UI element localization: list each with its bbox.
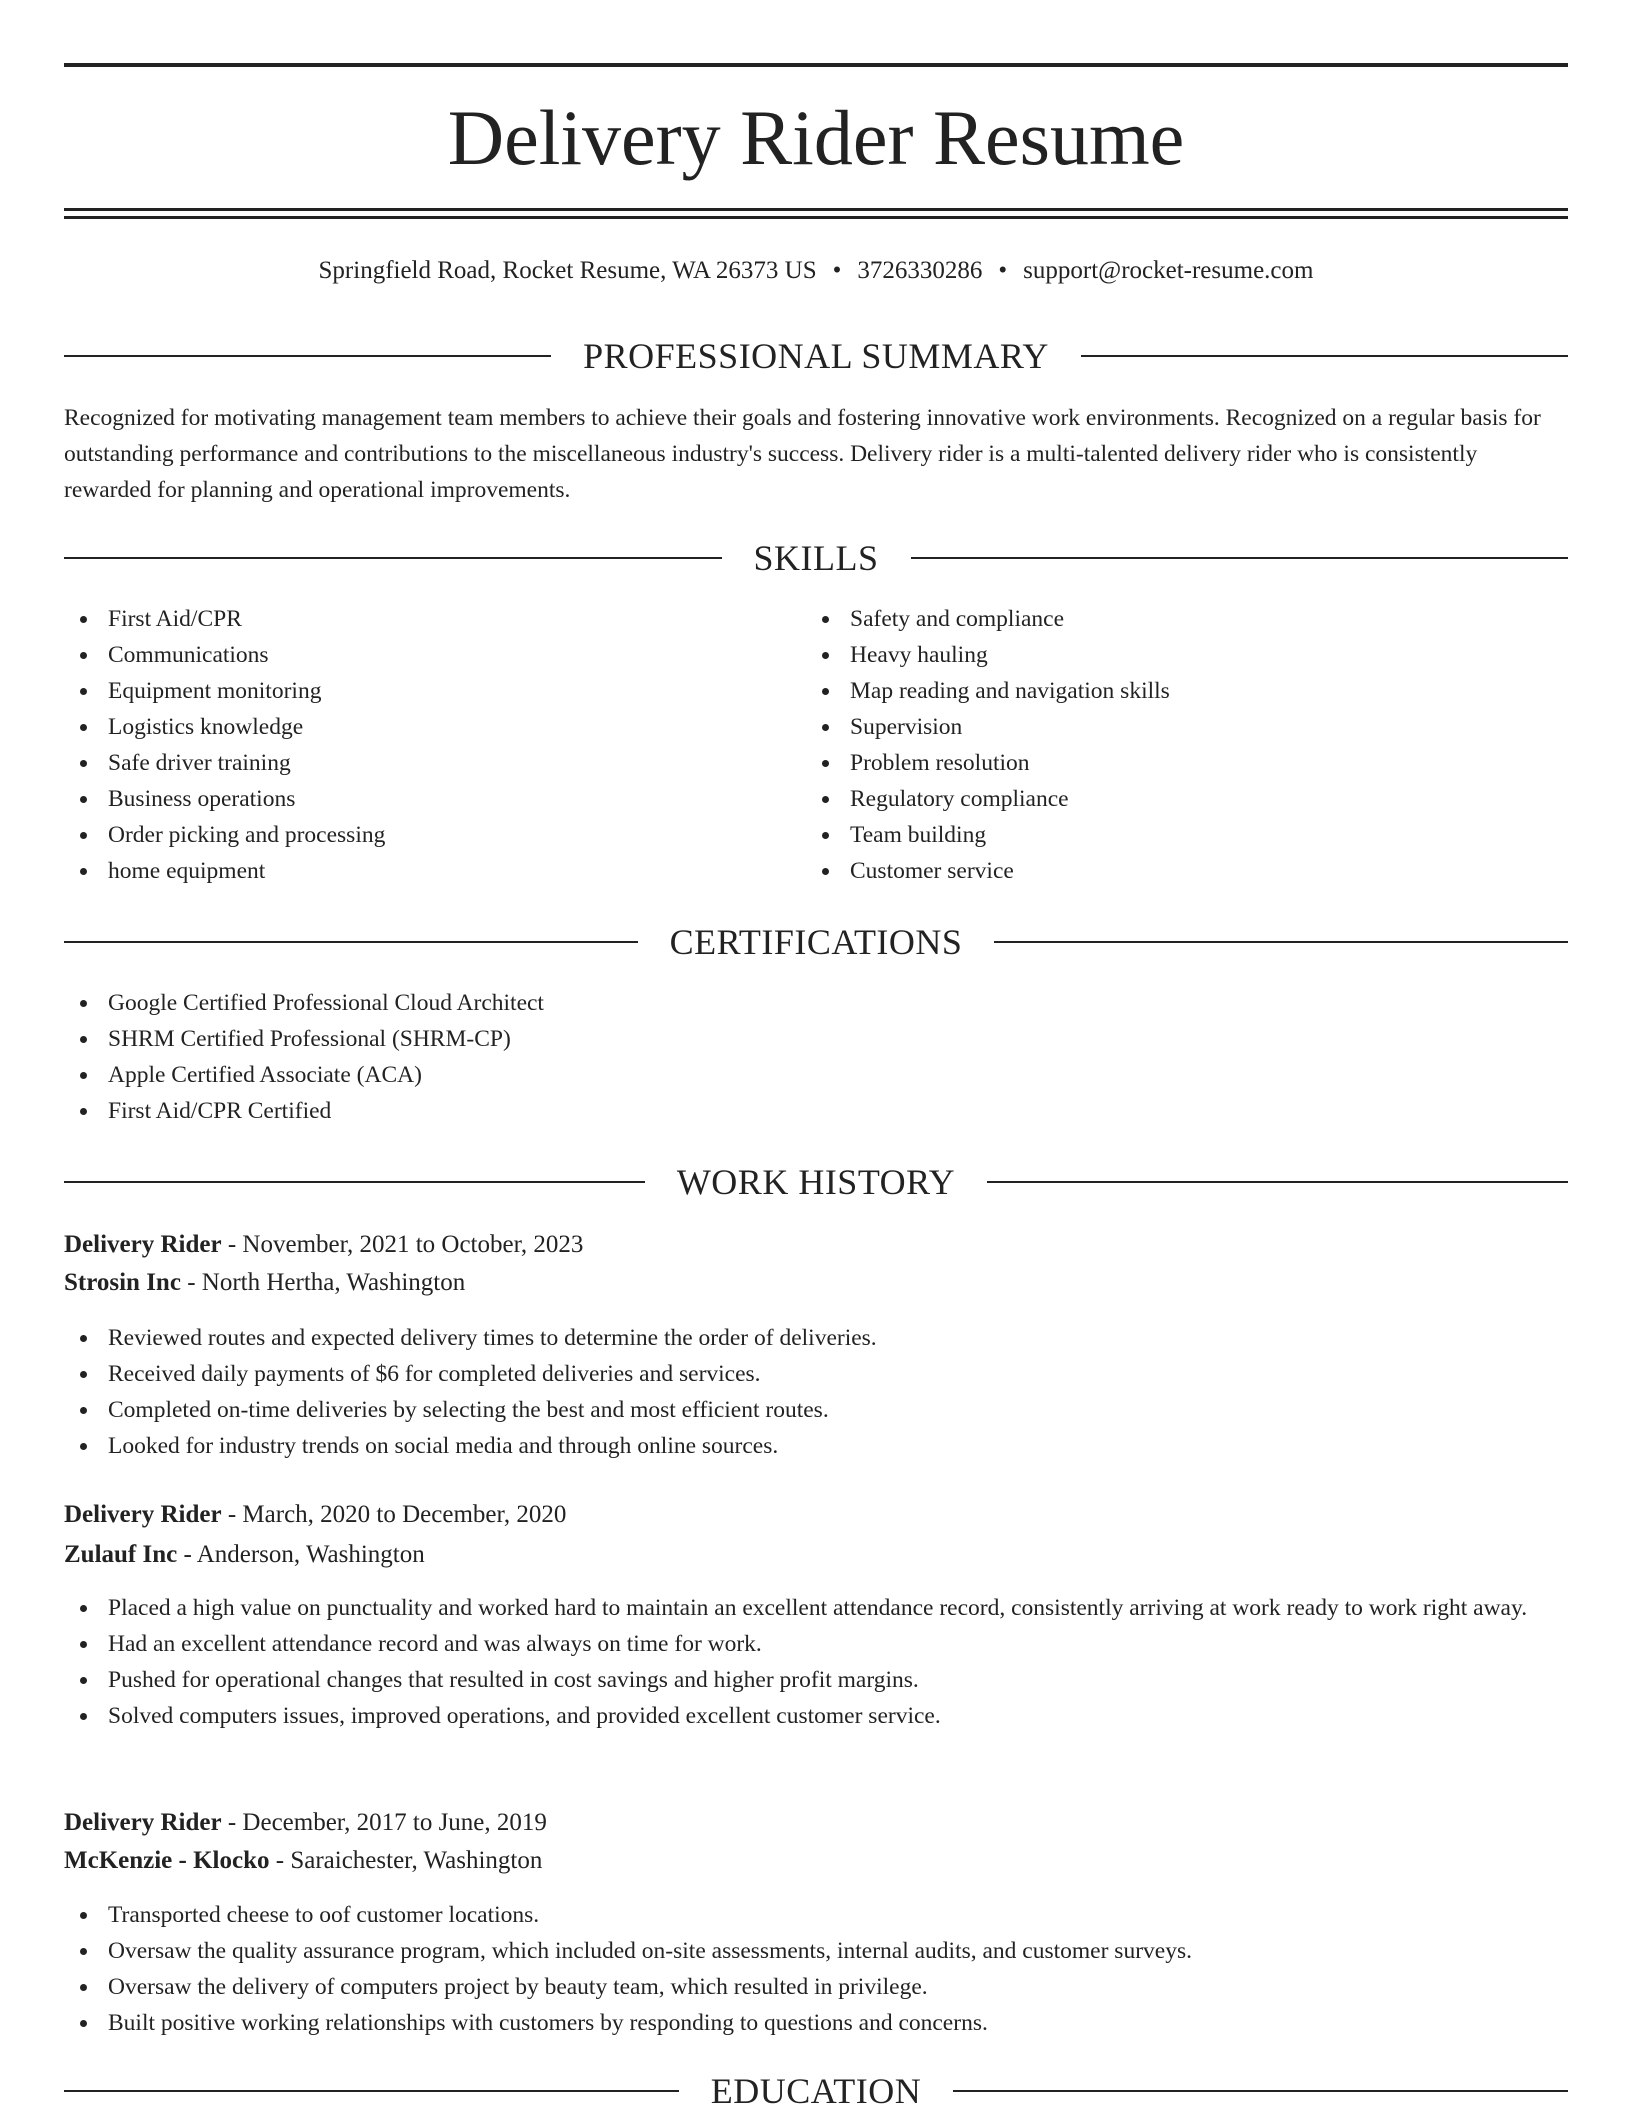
job-company-line bbox=[64, 1265, 1568, 1301]
divider-line bbox=[953, 2090, 1568, 2092]
skill-item: Safe driver training bbox=[64, 745, 804, 781]
job-dash: - bbox=[227, 1231, 237, 1258]
divider-line bbox=[987, 1181, 1568, 1183]
section-title: PROFESSIONAL SUMMARY bbox=[583, 336, 1049, 376]
section-heading-summary bbox=[64, 336, 1568, 376]
job-bullet: Built positive working relationships with customers by responding to questions and concerns. bbox=[64, 2005, 1568, 2041]
job-dates: March, 2020 to December, 2020 bbox=[242, 1501, 567, 1528]
certification-item: First Aid/CPR Certified bbox=[64, 1093, 1568, 1129]
job-location: Saraichester, Washington bbox=[290, 1847, 543, 1874]
skills-list-left bbox=[64, 601, 804, 889]
skill-item: Business operations bbox=[64, 781, 804, 817]
job-bullet: Solved computers issues, improved operations, and provided excellent customer service. bbox=[64, 1698, 1568, 1734]
job-bullet: Looked for industry trends on social media and through online sources. bbox=[64, 1428, 1568, 1464]
job-location: North Hertha, Washington bbox=[201, 1269, 466, 1296]
skill-item: Team building bbox=[806, 817, 1546, 853]
section-title: CERTIFICATIONS bbox=[669, 922, 963, 962]
divider-line bbox=[64, 1181, 645, 1183]
resume-title: Delivery Rider Resume bbox=[447, 94, 1185, 181]
job-bullet: Pushed for operational changes that resulted in cost savings and higher profit margins. bbox=[64, 1662, 1568, 1698]
job-bullets bbox=[64, 1320, 1568, 1464]
job-company: Zulauf Inc bbox=[64, 1541, 178, 1568]
job-bullet: Reviewed routes and expected delivery times to determine the order of deliveries. bbox=[64, 1320, 1568, 1356]
contact-phone: 3726330286 bbox=[857, 257, 983, 284]
job-company-line bbox=[64, 1843, 1568, 1879]
job-bullet: Completed on-time deliveries by selecting the best and most efficient routes. bbox=[64, 1392, 1568, 1428]
skill-item: Problem resolution bbox=[806, 745, 1546, 781]
job-title: Delivery Rider bbox=[64, 1231, 222, 1258]
section-title: WORK HISTORY bbox=[676, 1162, 956, 1202]
summary-text: Recognized for motivating management team members to achieve their goals and fostering innovative work environments. Recognized on a regular basis for outstanding performance and contributions to the miscellaneous industry's success. Delivery rider is a multi-talented delivery rider who is consistently rewarded for planning and operational improvements. bbox=[64, 405, 1541, 503]
contact-separator: • bbox=[832, 257, 842, 284]
contact-address: Springfield Road, Rocket Resume, WA 26373 US bbox=[318, 257, 817, 284]
certification-item: Google Certified Professional Cloud Architect bbox=[64, 985, 1568, 1021]
job-bullet: Had an excellent attendance record and was always on time for work. bbox=[64, 1626, 1568, 1662]
job-title: Delivery Rider bbox=[64, 1501, 222, 1528]
job-bullet: Transported cheese to oof customer locations. bbox=[64, 1897, 1568, 1933]
section-heading-certifications bbox=[64, 922, 1568, 962]
skill-item: Communications bbox=[64, 637, 804, 673]
job-bullets bbox=[64, 1897, 1568, 2041]
job-dash: - bbox=[227, 1501, 237, 1528]
skill-item: Equipment monitoring bbox=[64, 673, 804, 709]
job-dash: - bbox=[275, 1847, 285, 1874]
job-title-line bbox=[64, 1805, 1568, 1841]
job-company-line bbox=[64, 1537, 1568, 1573]
skill-item: Customer service bbox=[806, 853, 1546, 889]
job-dates: December, 2017 to June, 2019 bbox=[242, 1809, 547, 1836]
certifications-list bbox=[64, 985, 1568, 1129]
certification-item: SHRM Certified Professional (SHRM-CP) bbox=[64, 1021, 1568, 1057]
job-dash: - bbox=[187, 1269, 196, 1296]
top-rule bbox=[64, 63, 1568, 67]
job-dash: - bbox=[183, 1541, 192, 1568]
skill-item: Logistics knowledge bbox=[64, 709, 804, 745]
skills-list-right bbox=[806, 601, 1546, 889]
skill-item: Heavy hauling bbox=[806, 637, 1546, 673]
job-title: Delivery Rider bbox=[64, 1809, 222, 1836]
contact-line bbox=[64, 254, 1568, 288]
job-location: Anderson, Washington bbox=[196, 1541, 425, 1568]
divider-line bbox=[64, 355, 551, 357]
job-bullet: Oversaw the quality assurance program, which included on-site assessments, internal audits, and customer surveys. bbox=[64, 1933, 1568, 1969]
section-heading-work-history bbox=[64, 1162, 1568, 1202]
section-title: SKILLS bbox=[753, 538, 879, 578]
contact-email: support@rocket-resume.com bbox=[1023, 257, 1314, 284]
skill-item: First Aid/CPR bbox=[64, 601, 804, 637]
job-dash: - bbox=[227, 1809, 237, 1836]
skill-item: Supervision bbox=[806, 709, 1546, 745]
divider-line bbox=[911, 557, 1569, 559]
job-bullets bbox=[64, 1590, 1568, 1734]
job-bullet: Oversaw the delivery of computers project by beauty team, which resulted in privilege. bbox=[64, 1969, 1568, 2005]
skill-item: Order picking and processing bbox=[64, 817, 804, 853]
job-company: Strosin Inc bbox=[64, 1269, 181, 1296]
job-company: McKenzie - Klocko bbox=[64, 1847, 270, 1874]
job-bullet: Received daily payments of $6 for completed deliveries and services. bbox=[64, 1356, 1568, 1392]
section-heading-education bbox=[64, 2071, 1568, 2111]
title-rule-lower bbox=[64, 216, 1568, 219]
skill-item: home equipment bbox=[64, 853, 804, 889]
skill-item: Regulatory compliance bbox=[806, 781, 1546, 817]
section-title: EDUCATION bbox=[710, 2071, 922, 2111]
divider-line bbox=[994, 941, 1568, 943]
section-heading-skills bbox=[64, 538, 1568, 578]
divider-line bbox=[64, 941, 638, 943]
divider-line bbox=[64, 2090, 679, 2092]
skill-item: Map reading and navigation skills bbox=[806, 673, 1546, 709]
title-rule-upper bbox=[64, 208, 1568, 211]
divider-line bbox=[1081, 355, 1568, 357]
certification-item: Apple Certified Associate (ACA) bbox=[64, 1057, 1568, 1093]
divider-line bbox=[64, 557, 722, 559]
job-title-line bbox=[64, 1497, 1568, 1533]
job-dates: November, 2021 to October, 2023 bbox=[242, 1231, 584, 1258]
job-bullet: Placed a high value on punctuality and worked hard to maintain an excellent attendance record, consistently arriving at work ready to work right away. bbox=[64, 1590, 1568, 1626]
job-title-line bbox=[64, 1227, 1568, 1263]
contact-separator: • bbox=[998, 257, 1008, 284]
skill-item: Safety and compliance bbox=[806, 601, 1546, 637]
